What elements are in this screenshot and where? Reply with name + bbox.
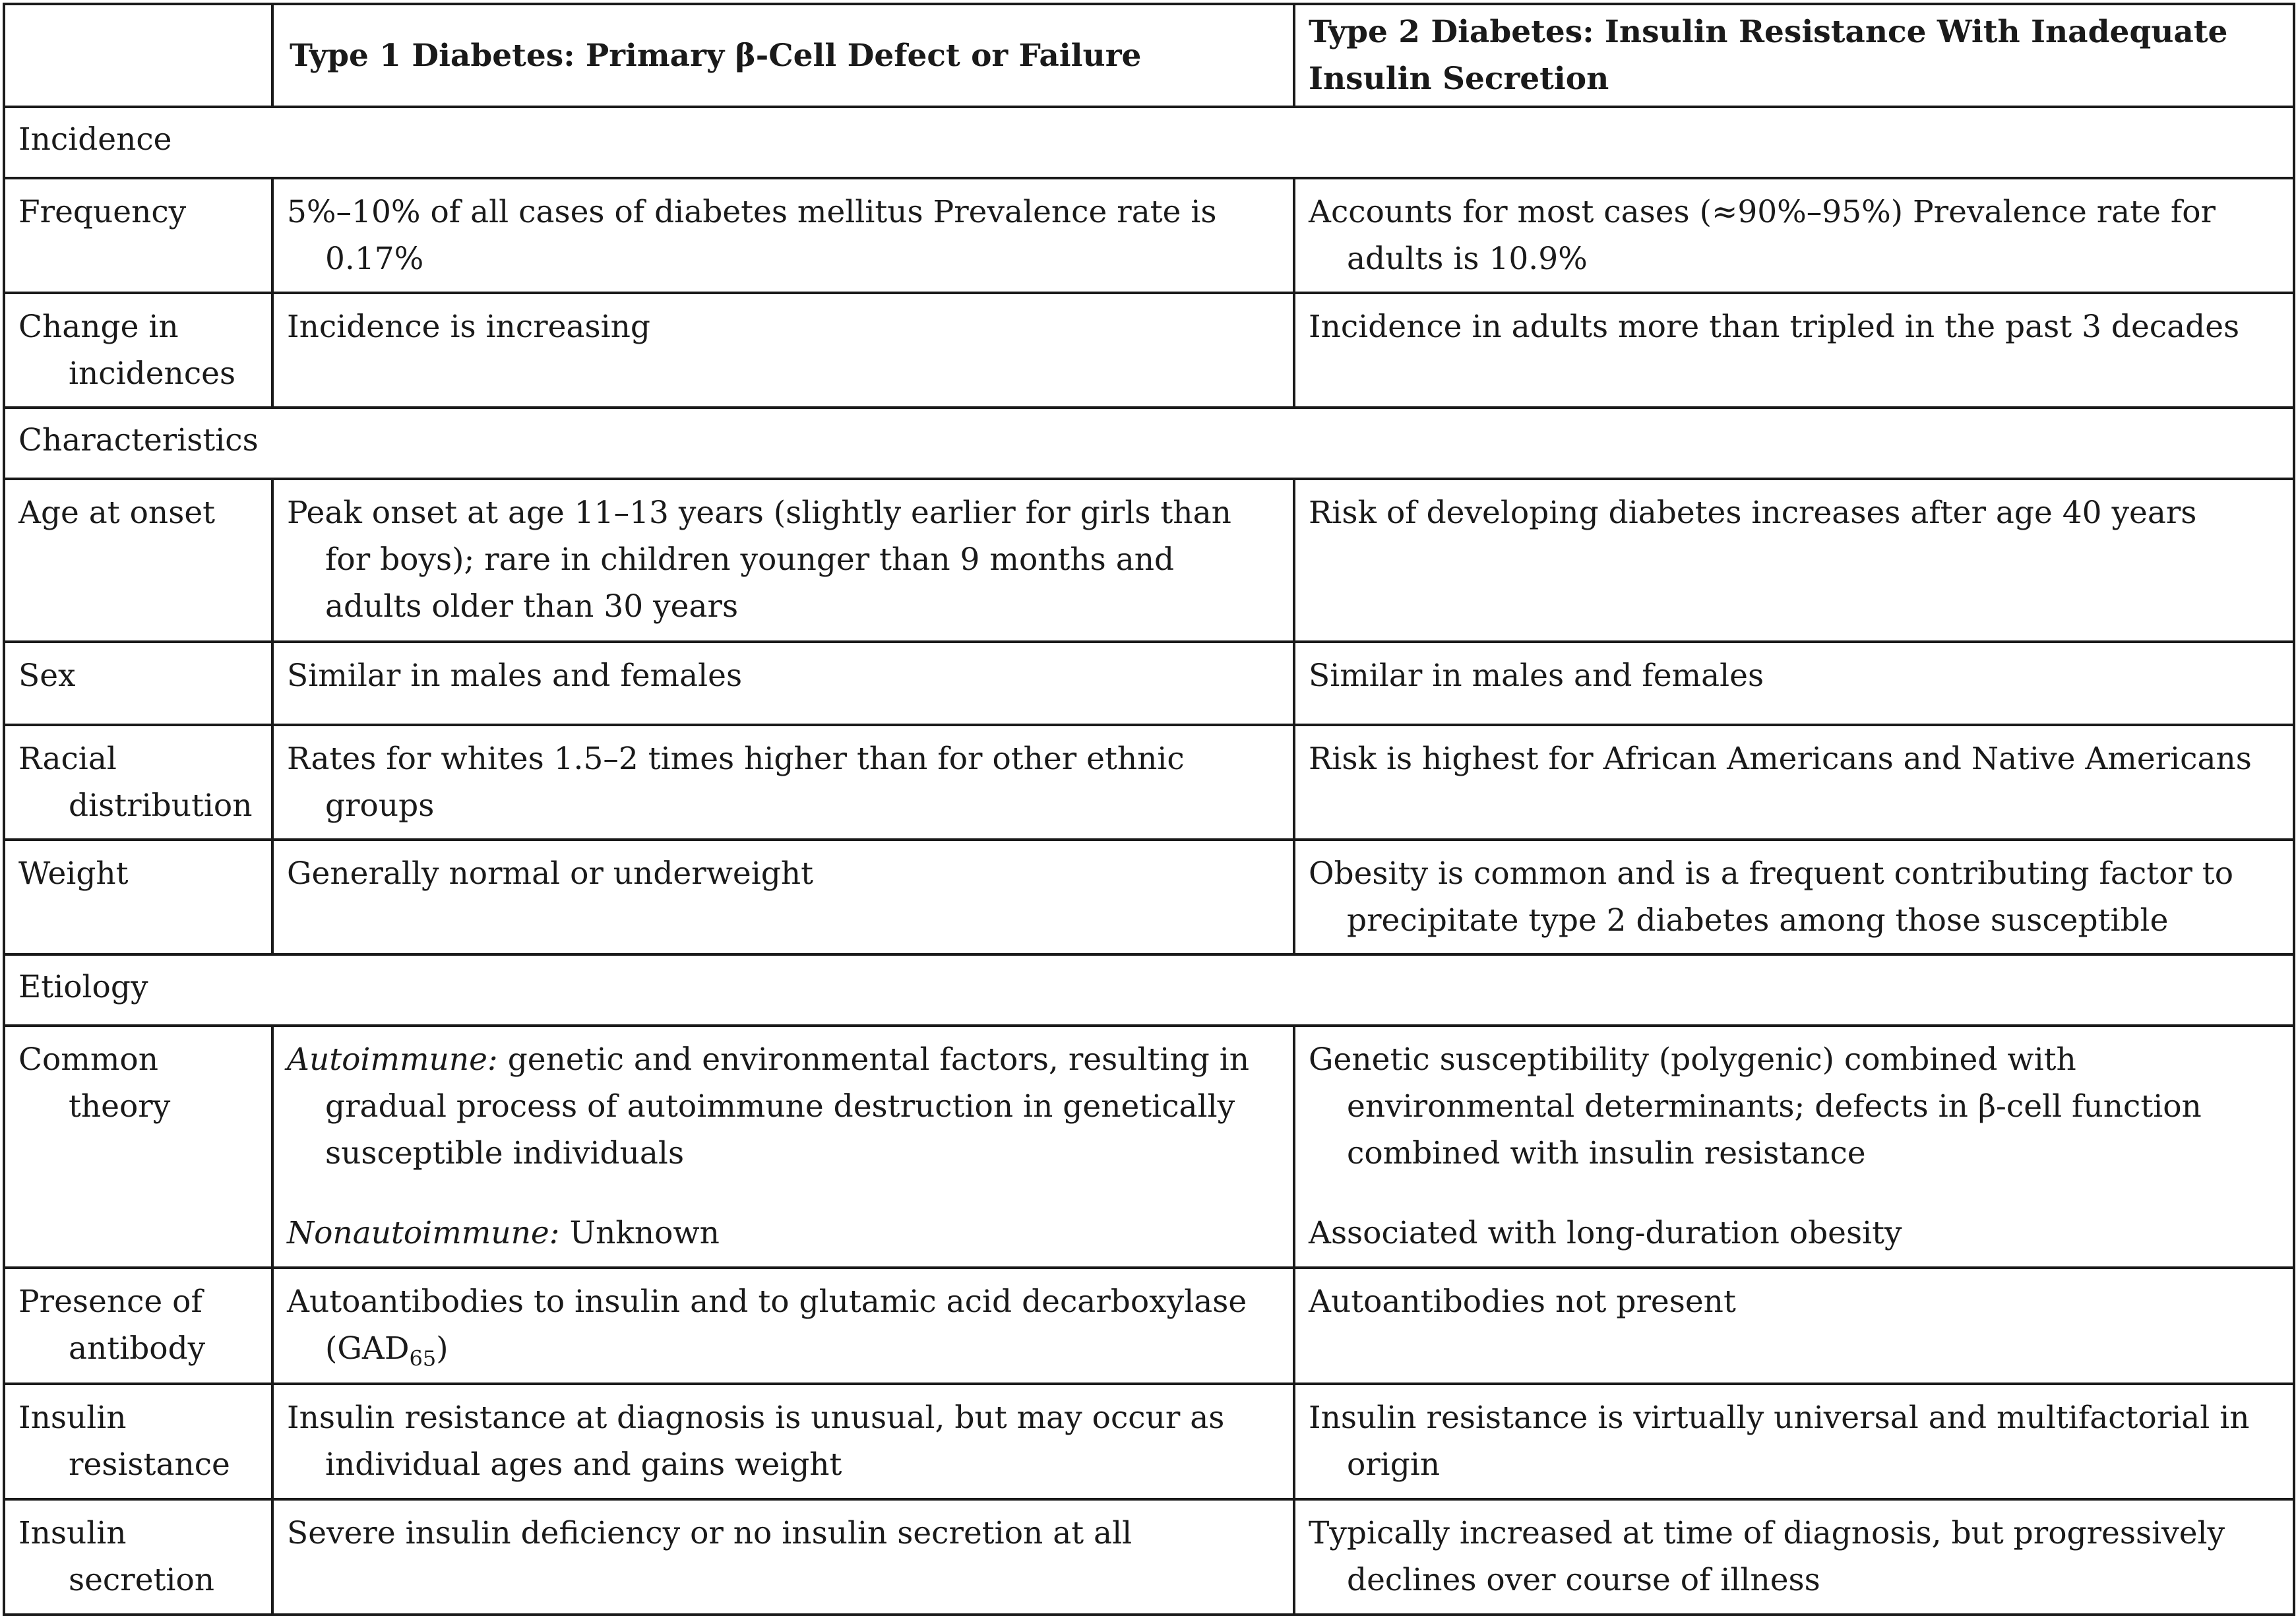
row-label-race: Racial distribution bbox=[4, 725, 272, 840]
section-row-incidence bbox=[4, 107, 2294, 178]
diabetes-comparison-table bbox=[3, 3, 2295, 1616]
type1-antibody bbox=[272, 1268, 1294, 1384]
table-row-antibody bbox=[4, 1268, 2294, 1384]
type1-antibody-text: Autoantibodies to insulin and to glutamic acid decarboxylase (GAD bbox=[287, 1284, 1247, 1367]
table-row-frequency bbox=[4, 178, 2294, 293]
header-type1: Type 1 Diabetes: Primary β-Cell Defect or Failure bbox=[272, 4, 1294, 107]
type1-theory-autoimmune bbox=[287, 1036, 1280, 1177]
type1-race: Rates for whites 1.5–2 times higher than for other ethnic groups bbox=[272, 725, 1294, 840]
type2-theory bbox=[1294, 1026, 2294, 1268]
row-label-antibody: Presence of antibody bbox=[4, 1268, 272, 1384]
row-label-change: Change in incidences bbox=[4, 293, 272, 408]
type1-antibody-close: ) bbox=[436, 1330, 449, 1367]
section-title-etiology: Etiology bbox=[4, 954, 2294, 1026]
table-row-insulin-resistance bbox=[4, 1384, 2294, 1499]
gad-subscript: 65 bbox=[409, 1346, 437, 1371]
section-title-incidence: Incidence bbox=[4, 107, 2294, 178]
type1-theory-nonautoimmune bbox=[287, 1210, 1280, 1257]
row-label-sex: Sex bbox=[4, 642, 272, 725]
row-label-frequency: Frequency bbox=[4, 178, 272, 293]
autoimmune-lead: Autoimmune: bbox=[287, 1041, 498, 1078]
type2-sex: Similar in males and females bbox=[1294, 642, 2294, 725]
type2-insulin-secretion: Typically increased at time of diagnosis, but progressively declines over course of illness bbox=[1294, 1499, 2294, 1615]
section-row-etiology bbox=[4, 954, 2294, 1026]
header-empty-cell bbox=[4, 4, 272, 107]
row-label-insulin-secretion: Insulin secretion bbox=[4, 1499, 272, 1615]
row-label-weight: Weight bbox=[4, 840, 272, 954]
autoimmune-text: genetic and environmental factors, resulting in gradual process of autoimmune destruction in genetically susceptible individuals bbox=[325, 1041, 1250, 1171]
type2-theory-genetic: Genetic susceptibility (polygenic) combined with environmental determinants; defects in β-cell function combined with insulin resistance bbox=[1309, 1041, 2202, 1171]
nonautoimmune-lead: Nonautoimmune: bbox=[287, 1215, 560, 1251]
type1-sex: Similar in males and females bbox=[272, 642, 1294, 725]
type1-change: Incidence is increasing bbox=[272, 293, 1294, 408]
type1-age: Peak onset at age 11–13 years (slightly earlier for girls than for boys); rare in children younger than 9 months and adults older than 30 years bbox=[272, 479, 1294, 642]
nonautoimmune-text: Unknown bbox=[559, 1215, 720, 1251]
type2-age: Risk of developing diabetes increases after age 40 years bbox=[1294, 479, 2294, 642]
type2-race: Risk is highest for African Americans and Native Americans bbox=[1294, 725, 2294, 840]
type1-insulin-secretion: Severe insulin deficiency or no insulin secretion at all bbox=[272, 1499, 1294, 1615]
table-row-age bbox=[4, 479, 2294, 642]
type1-weight: Generally normal or underweight bbox=[272, 840, 1294, 954]
header-type2: Type 2 Diabetes: Insulin Resistance With Inadequate Insulin Secretion bbox=[1294, 4, 2294, 107]
header-row bbox=[4, 4, 2294, 107]
table-row-change bbox=[4, 293, 2294, 408]
section-title-characteristics: Characteristics bbox=[4, 408, 2294, 479]
row-label-insulin-resistance: Insulin resistance bbox=[4, 1384, 272, 1499]
type1-theory bbox=[272, 1026, 1294, 1268]
table-row-race bbox=[4, 725, 2294, 840]
table-row-insulin-secretion bbox=[4, 1499, 2294, 1615]
type2-insulin-resistance: Insulin resistance is virtually universal and multifactorial in origin bbox=[1294, 1384, 2294, 1499]
table-row-weight bbox=[4, 840, 2294, 954]
type2-change: Incidence in adults more than tripled in the past 3 decades bbox=[1294, 293, 2294, 408]
type2-frequency: Accounts for most cases (≈90%–95%) Prevalence rate for adults is 10.9% bbox=[1294, 178, 2294, 293]
type2-theory-obesity: Associated with long-duration obesity bbox=[1309, 1215, 1902, 1251]
type2-weight: Obesity is common and is a frequent contributing factor to precipitate type 2 diabetes among those susceptible bbox=[1294, 840, 2294, 954]
type2-antibody: Autoantibodies not present bbox=[1294, 1268, 2294, 1384]
table-row-sex bbox=[4, 642, 2294, 725]
row-label-age: Age at onset bbox=[4, 479, 272, 642]
section-row-characteristics bbox=[4, 408, 2294, 479]
table-row-theory bbox=[4, 1026, 2294, 1268]
row-label-theory: Common theory bbox=[4, 1026, 272, 1268]
type1-insulin-resistance: Insulin resistance at diagnosis is unusual, but may occur as individual ages and gains weight bbox=[272, 1384, 1294, 1499]
type1-frequency: 5%–10% of all cases of diabetes mellitus Prevalence rate is 0.17% bbox=[272, 178, 1294, 293]
